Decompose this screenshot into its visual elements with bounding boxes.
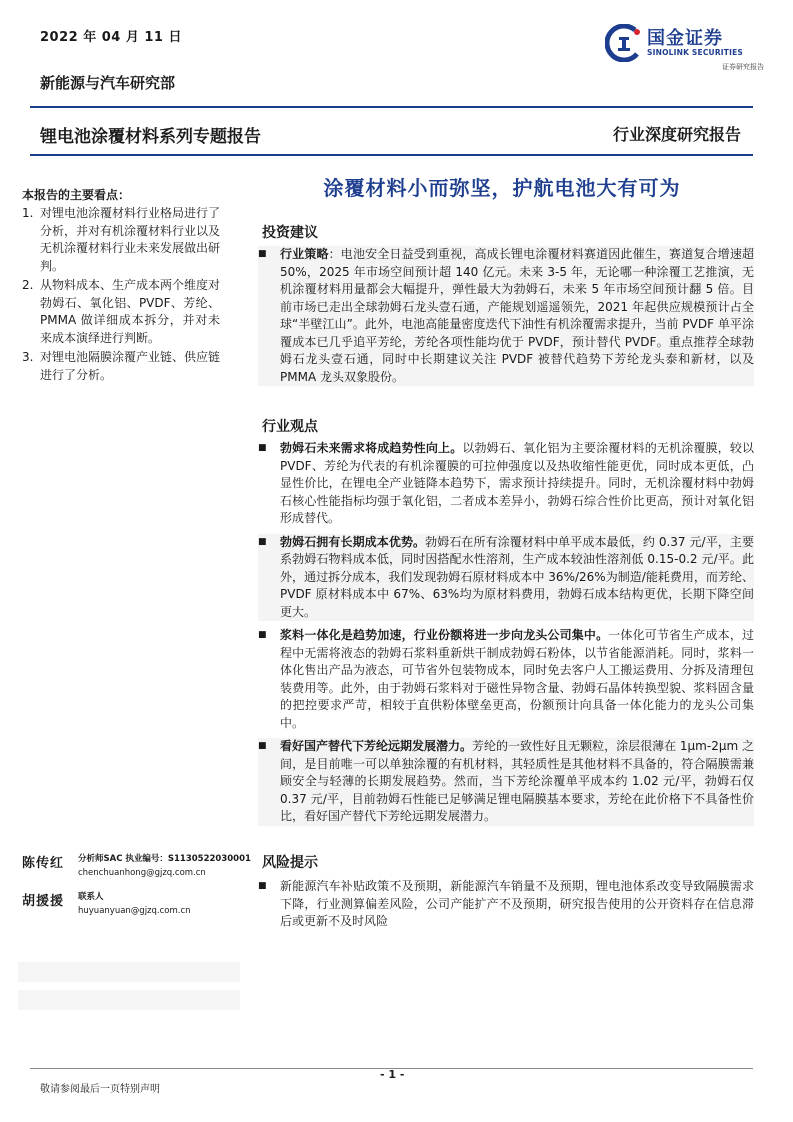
- analyst-entry: [22, 852, 252, 880]
- analyst-email[interactable]: chenchuanhong@gjzq.com.cn: [78, 868, 206, 878]
- bullet-square-icon: ■: [258, 249, 267, 259]
- view-bullet: ■ 看好国产替代下芳纶远期发展潜力。芳纶的一致性好且无颗粒，涂层很薄在 1μm-2μm 之间，是目前唯一可以单独涂覆的有机材料，其轻质性是其他材料不具备的，符合隔膜需兼顾安全与轻薄的长期发展趋势。然而，当下芳纶涂覆单平成本约 1.02 元/平，勃姆石仅 0.37 元/平，目前勃姆石性能已足够满足锂电隔膜基本要求，芳纶在此价格下不具备性价比，看好国产替代下芳纶远期发展潜力。: [258, 738, 754, 826]
- key-point-item: 3. 对锂电池隔膜涂覆产业链、供应链进行了分析。: [22, 350, 221, 382]
- page-number: - 1 -: [380, 1068, 405, 1081]
- view-heading: 行业观点: [262, 419, 318, 435]
- key-point-item: 1. 对锂电池涂覆材料行业格局进行了分析，并对有机涂覆材料行业以及无机涂覆材料行业未来发展做出研判。: [22, 206, 221, 273]
- footer-disclaimer: 敬请参阅最后一页特别声明: [40, 1084, 160, 1095]
- analyst-role: 联系人: [78, 892, 104, 902]
- report-type: 行业深度研究报告: [612, 125, 741, 144]
- analyst-name: 胡援援: [22, 894, 65, 909]
- report-headline: 涂覆材料小而弥坚，护航电池大有可为: [323, 176, 681, 200]
- key-points-title: 本报告的主要看点：: [22, 188, 131, 202]
- invest-heading: 投资建议: [262, 225, 318, 241]
- risk-section: [258, 878, 754, 931]
- sidebar-shade-block: [18, 962, 240, 982]
- key-points-sidebar: [22, 186, 220, 386]
- sidebar-shade-block: [18, 990, 240, 1010]
- report-date: 2022 年 04 月 11 日: [40, 30, 182, 45]
- view-bullet: ■ 浆料一体化是趋势加速，行业份额将进一步向龙头公司集中。一体化可节省生产成本，过程中无需将液态的勃姆石浆料重新烘干制成勃姆石粉体，以节省能源消耗。同时，浆料一体化售出产品为液态，可节省外包装物成本，同时免去客户人工搬运费用、分拆及清理包装费用等。此外，由于勃姆石浆料对于磁性异物含量、勃姆石晶体转换型貌、浆料固含量的把控要求严苛，相较于直供粉体壁垒更高，份额预计向具备一体化能力的龙头公司集中。: [258, 627, 754, 732]
- invest-bullet: ■ 行业策略：电池安全日益受到重视，高成长锂电涂覆材料赛道因此催生，赛道复合增速超 50%，2025 年市场空间预计超 140 亿元。未来 3-5 年，无论哪一种涂覆工艺推演，无机涂覆材料用量都会大幅提升，弹性最大为勃姆石，未来 5 年市场空间预计翻 5 倍。目前市场已走出全球勃姆石龙头壹石通，产能规划遥遥领先，2021 年起供应规模预计占全球“半壁江山”。此外，电池高能量密度迭代下油性有机涂覆需求提升，当前 PVDF 单平涂覆成本已几乎追平芳纶，芳纶各项性能均优于 PVDF，预计替代 PVDF。重点推荐全球勃姆石龙头壹石通，同时中长期建议关注 PVDF 被替代趋势下芳纶龙头泰和新材，以及 PMMA 龙头双象股份。: [258, 246, 754, 386]
- view-section: [258, 440, 754, 832]
- department: 新能源与汽车研究部: [40, 74, 176, 92]
- series-title: 锂电池涂覆材料系列专题报告: [40, 127, 261, 147]
- sinolink-logo: [605, 24, 765, 76]
- logo-subtitle: 证券研究报告: [722, 63, 764, 71]
- bullet-square-icon: ■: [258, 881, 267, 891]
- risk-heading: 风险提示: [262, 855, 318, 871]
- risk-bullet: ■ 新能源汽车补贴政策不及预期，新能源汽车销量不及预期，锂电池体系改变导致隔膜需求下降，行业测算偏差风险，公司产能扩产不及预期，研究报告使用的公开资料存在信息滞后或更新不及时风险: [258, 878, 754, 931]
- analyst-name: 陈传红: [22, 856, 65, 871]
- bullet-square-icon: ■: [258, 741, 267, 751]
- sinolink-logo-icon: [605, 24, 643, 62]
- logo-name-cn: 国金证券: [647, 28, 723, 49]
- title-divider: [30, 154, 753, 156]
- bullet-square-icon: ■: [258, 443, 267, 453]
- key-point-item: 2. 从物料成本、生产成本两个维度对勃姆石、氧化铝、PVDF、芳纶、PMMA 做详细成本拆分，并对未来成本演绎进行判断。: [22, 278, 221, 345]
- bullet-square-icon: ■: [258, 536, 267, 547]
- analyst-email[interactable]: huyuanyuan@gjzq.com.cn: [78, 906, 191, 916]
- analyst-entry: [22, 890, 252, 918]
- analyst-list: [22, 852, 252, 928]
- bullet-square-icon: ■: [258, 630, 267, 640]
- invest-section: [258, 246, 754, 386]
- view-bullet: ■ 勃姆石未来需求将成趋势性向上。以勃姆石、氧化铝为主要涂覆材料的无机涂覆膜，较以 PVDF、芳纶为代表的有机涂覆膜的可拉伸强度以及热收缩性能更优，同时成本更低，凸显性价比，在锂电全产业链降本趋势下，需求预计持续提升。同时，无机涂覆材料中勃姆石核心性能指标均强于氧化铝，二者成本差异小，勃姆石综合性价比更高，预计对氧化铝形成替代。: [258, 440, 754, 528]
- view-bullet: ■ 勃姆石拥有长期成本优势。勃姆石在所有涂覆材料中单平成本最低，约 0.37 元/平，主要系勃姆石物料成本低，同时因搭配水性溶剂，生产成本较油性溶剂低 0.15-0.2 元/平。此外，通过拆分成本，我们发现勃姆石原材料成本中 36%/26%为制造/能耗费用，而芳纶、PVDF 原材料成本中 67%、63%均为原材料费用，勃姆石成本结构更优，长期下降空间更大。: [258, 534, 754, 622]
- header-divider: [30, 106, 753, 108]
- analyst-role: 分析师SAC 执业编号：S1130522030001: [78, 854, 251, 864]
- logo-name-en: SINOLINK SECURITIES: [647, 48, 744, 57]
